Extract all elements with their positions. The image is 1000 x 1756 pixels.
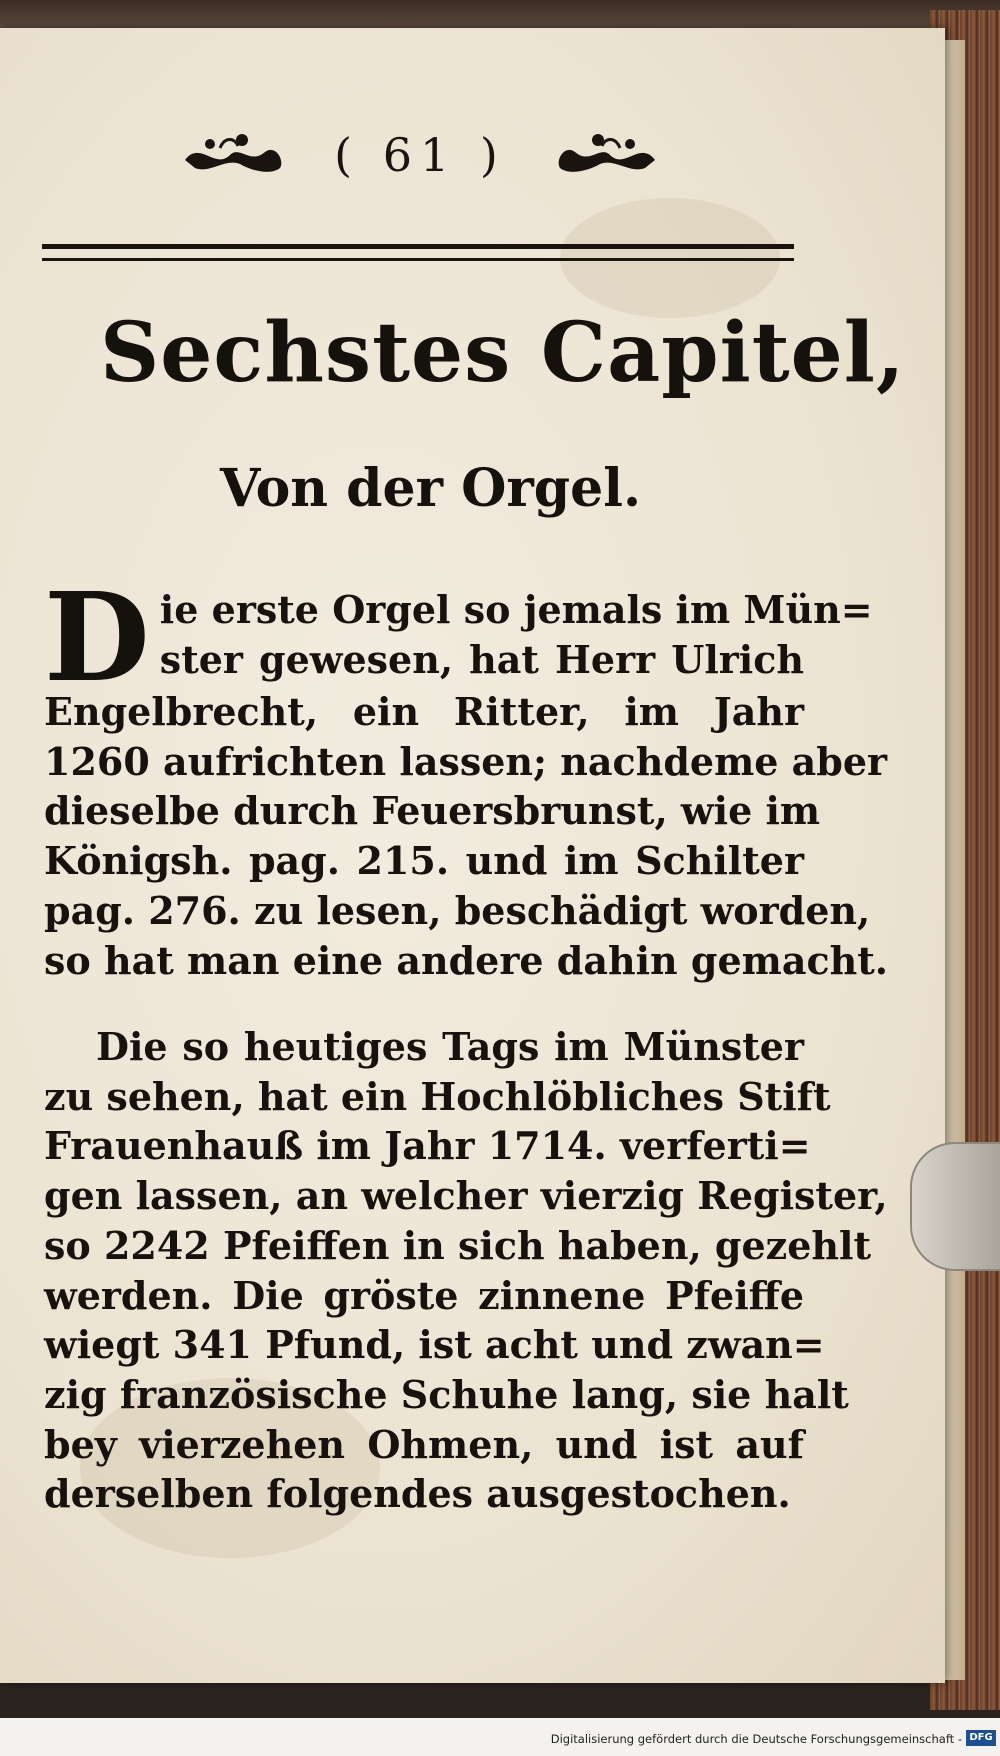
text-line: Königsh. pag. 215. und im Schilter bbox=[44, 838, 804, 884]
text-line: so hat man eine andere dahin gemacht. bbox=[44, 937, 888, 983]
text-line: so 2242 Pfeiffen in sich haben, gezehlt bbox=[44, 1222, 872, 1268]
left-ornament-icon bbox=[180, 130, 290, 180]
text-line: ster gewesen, hat Herr Ulrich bbox=[159, 636, 804, 682]
chapter-title: Sechstes Capitel, bbox=[100, 305, 906, 401]
paragraph-1 bbox=[44, 565, 888, 985]
page-header bbox=[180, 125, 660, 185]
text-line: Frauenhauß im Jahr 1714. verferti= bbox=[44, 1123, 811, 1169]
right-ornament-icon bbox=[550, 130, 660, 180]
text-line: Die so heutiges Tags im Münster bbox=[96, 1024, 804, 1069]
page-stack-edge bbox=[945, 40, 965, 1680]
digitization-footer bbox=[0, 1718, 1000, 1756]
text-line: gen lassen, an welcher vierzig Register, bbox=[44, 1173, 888, 1219]
scanner-clip bbox=[910, 1142, 1000, 1271]
text-line: Engelbrecht, ein Ritter, im Jahr bbox=[44, 689, 804, 734]
paragraph-2 bbox=[44, 1022, 888, 1519]
text-line: derselben folgendes ausgestochen. bbox=[44, 1471, 791, 1517]
text-line: zig französische Schuhe lang, sie halt bbox=[44, 1371, 849, 1417]
text-line: wiegt 341 Pfund, ist acht und zwan= bbox=[44, 1322, 825, 1368]
header-rule bbox=[42, 244, 794, 261]
text-line: werden. Die gröste zinnene Pfeiffe bbox=[44, 1272, 804, 1318]
chapter-subtitle: Von der Orgel. bbox=[220, 458, 642, 519]
scan-background-top bbox=[0, 0, 1000, 30]
text-line: ie erste Orgel so jemals im Mün= bbox=[159, 587, 873, 632]
text-line: dieselbe durch Feuersbrunst, wie im bbox=[44, 788, 821, 834]
page-number: ( 61 ) bbox=[334, 128, 506, 182]
text-line: 1260 aufrichten lassen; nachdeme aber bbox=[44, 738, 888, 784]
text-line: bey vierzehen Ohmen, und ist auf bbox=[44, 1421, 804, 1467]
text-line: zu sehen, hat ein Hochlöbliches Stift bbox=[44, 1073, 831, 1119]
text-line: pag. 276. zu lesen, beschädigt worden, bbox=[44, 887, 871, 933]
footer-credit: Digitalisierung gefördert durch die Deutsche Forschungsgemeinschaft - bbox=[550, 1732, 962, 1746]
dfg-logo-icon[interactable]: DFG bbox=[966, 1730, 996, 1746]
drop-cap: D bbox=[44, 565, 150, 709]
